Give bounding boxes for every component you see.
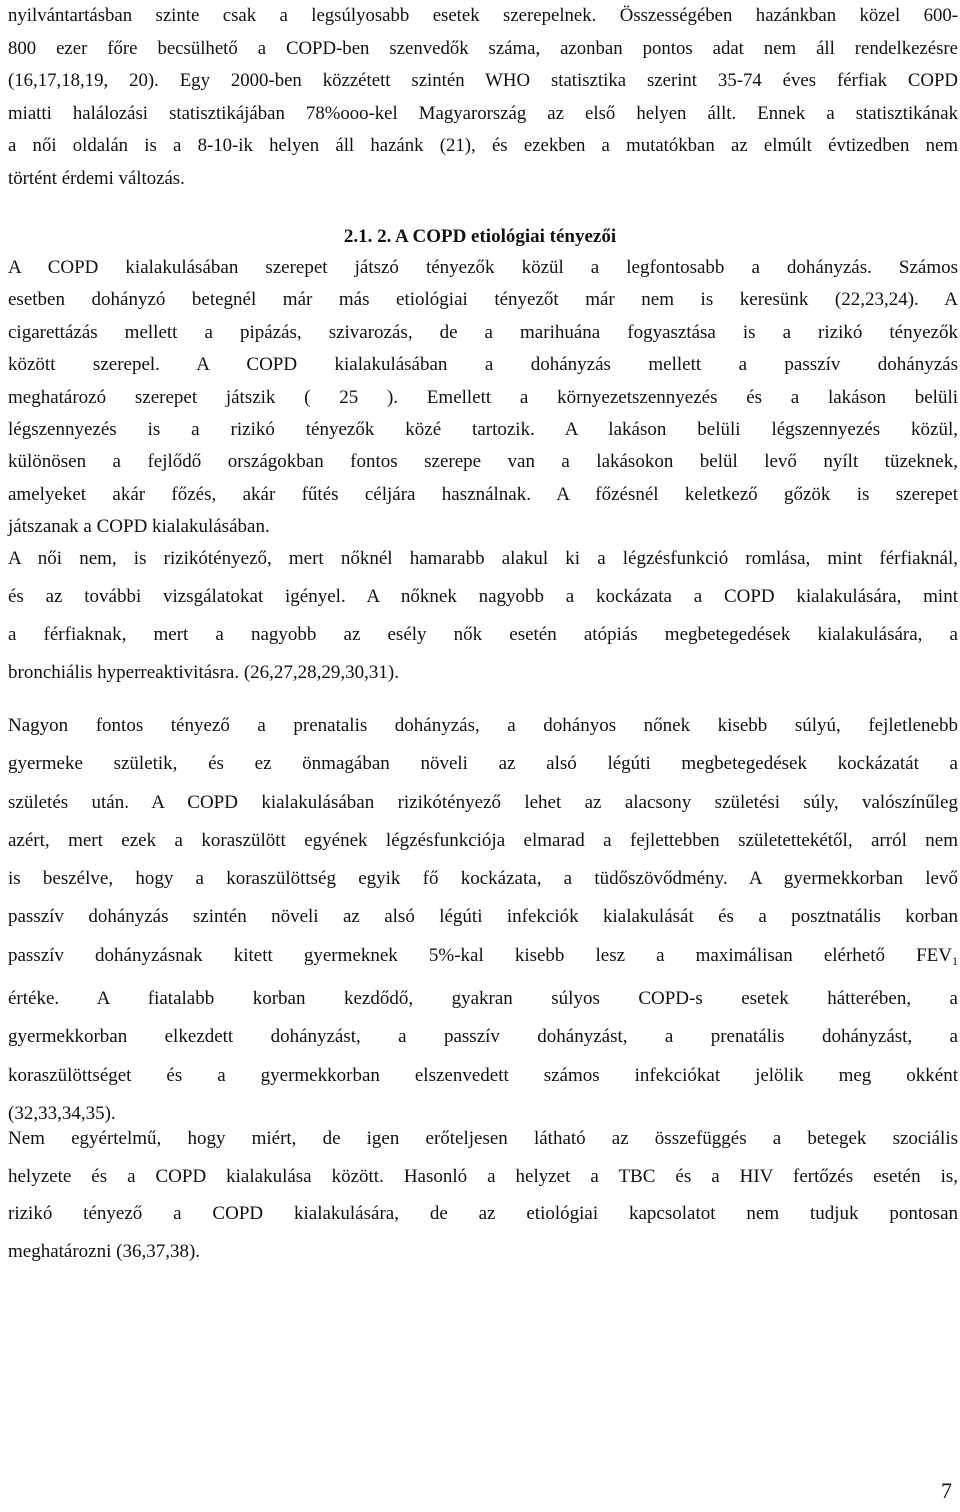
text-line: értéke. A fiatalabb korban kezdődő, gyakran súlyos COPD-s esetek hátterében, a — [8, 988, 958, 1010]
text-line: nyilvántartásban szinte csak a legsúlyosabb esetek szerepelnek. Összességében hazánkban közel 600- — [8, 5, 958, 26]
paragraph-statistics — [8, 0, 958, 195]
paragraph-smoking — [8, 252, 958, 544]
section-heading: 2.1. 2. A COPD etiológiai tényezői — [343, 226, 617, 247]
text-line: bronchiális hyperreaktivitásra. (26,27,28,29,30,31). — [8, 662, 399, 683]
text-line: meghatározó szerepet játszik ( 25 ). Emellett a környezetszennyezés és a lakáson belüli — [8, 386, 958, 408]
fev-subscript: 1 — [952, 953, 958, 968]
text-line: születés után. A COPD kialakulásában rizikótényező lehet az alacsony születési súly, valószínűleg — [8, 791, 958, 813]
text-line: (16,17,18,19, 20). Egy 2000-ben közzétett szintén WHO statisztika szerint 35-74 éves férfiak COPD — [8, 70, 958, 91]
text-line: (32,33,34,35). — [8, 1102, 116, 1124]
text-line: meghatározni (36,37,38). — [8, 1240, 201, 1262]
text-line: között szerepel. A COPD kialakulásában a dohányzás mellett a passzív dohányzás — [8, 354, 958, 376]
paragraph-female-sex — [8, 540, 958, 692]
text-line: A COPD kialakulásában szerepet játszó tényezők közül a legfontosabb a dohányzás. Számos — [8, 257, 958, 278]
text-line: cigarettázás mellett a pipázás, szivarozás, de a marihuána fogyasztása is a rizikó tényezők — [8, 321, 958, 343]
text-line: légszennyezés is a rizikó tényezők közé tartozik. A lakáson belüli légszennyezés közül, — [8, 419, 958, 441]
text-line-fev-text: passzív dohányzásnak kitett gyermeknek 5%-kal kisebb lesz a maximálisan elérhető FEV — [8, 944, 952, 966]
text-line: a női oldalán is a 8-10-ik helyen áll hazánk (21), és ezekben a mutatókban az elmúlt évtizedben nem — [8, 135, 958, 156]
text-line: helyzete és a COPD kialakulása között. Hasonló a helyzet a TBC és a HIV fertőzés esetén is, — [8, 1165, 958, 1187]
text-line: a férfiaknak, mert a nagyobb az esély nők esetén atópiás megbetegedések kialakulására, a — [8, 624, 958, 645]
text-line: azért, mert ezek a koraszülött egyének légzésfunkciója elmarad a fejlettebben születettekétől, arról nem — [8, 829, 958, 851]
text-line: esetben dohányzó betegnél már más etiológiai tényezőt már nem is keresünk (22,23,24). A — [8, 289, 958, 311]
text-line: koraszülöttséget és a gyermekkorban elszenvedett számos infekciókat jelölik meg okként — [8, 1064, 958, 1086]
text-line: történt érdemi változás. — [8, 167, 185, 189]
text-line-fev — [8, 937, 958, 980]
paragraph-prenatal — [8, 707, 958, 1133]
page-number: 7 — [941, 1478, 952, 1503]
text-line: játszanak a COPD kialakulásában. — [8, 516, 270, 538]
text-line: A női nem, is rizikótényező, mert nőknél hamarabb alakul ki a légzésfunkció romlása, mint férfiaknál, — [8, 548, 958, 569]
text-line: passzív dohányzás szintén növeli az alsó légúti infekciók kialakulását és a posztnatális korban — [8, 906, 958, 928]
text-line: és az további vizsgálatokat igényel. A nőknek nagyobb a kockázata a COPD kialakulására, mint — [8, 586, 958, 607]
text-line: amelyeket akár főzés, akár fűtés céljára használnak. A főzésnél keletkező gőzök is szerepet — [8, 483, 958, 505]
text-line: gyermeke születik, és ez önmagában növeli az alsó légúti megbetegedések kockázatát a — [8, 753, 958, 775]
text-line: 800 ezer főre becsülhető a COPD-ben szenvedők száma, azonban pontos adat nem áll rendelkezésre — [8, 37, 958, 59]
text-line: Nem egyértelmű, hogy miért, de igen erőteljesen látható az összefüggés a betegek szociális — [8, 1128, 958, 1149]
text-line: rizikó tényező a COPD kialakulására, de az etiológiai kapcsolatot nem tudjuk pontosan — [8, 1203, 958, 1224]
text-line: különösen a fejlődő országokban fontos szerepe van a lakásokon belül levő nyílt tüzeknek, — [8, 451, 958, 473]
text-line: gyermekkorban elkezdett dohányzást, a passzív dohányzást, a prenatális dohányzást, a — [8, 1026, 958, 1048]
text-line: Nagyon fontos tényező a prenatalis dohányzás, a dohányos nőnek kisebb súlyú, fejletlenebb — [8, 715, 958, 736]
text-line: is beszélve, hogy a koraszülöttség egyik fő kockázata, a tüdőszövődmény. A gyermekkorban levő — [8, 868, 958, 890]
text-line: miatti halálozási statisztikájában 78%ooo-kel Magyarország az első helyen állt. Ennek a statisztikának — [8, 102, 958, 124]
paragraph-social-status — [8, 1120, 958, 1270]
